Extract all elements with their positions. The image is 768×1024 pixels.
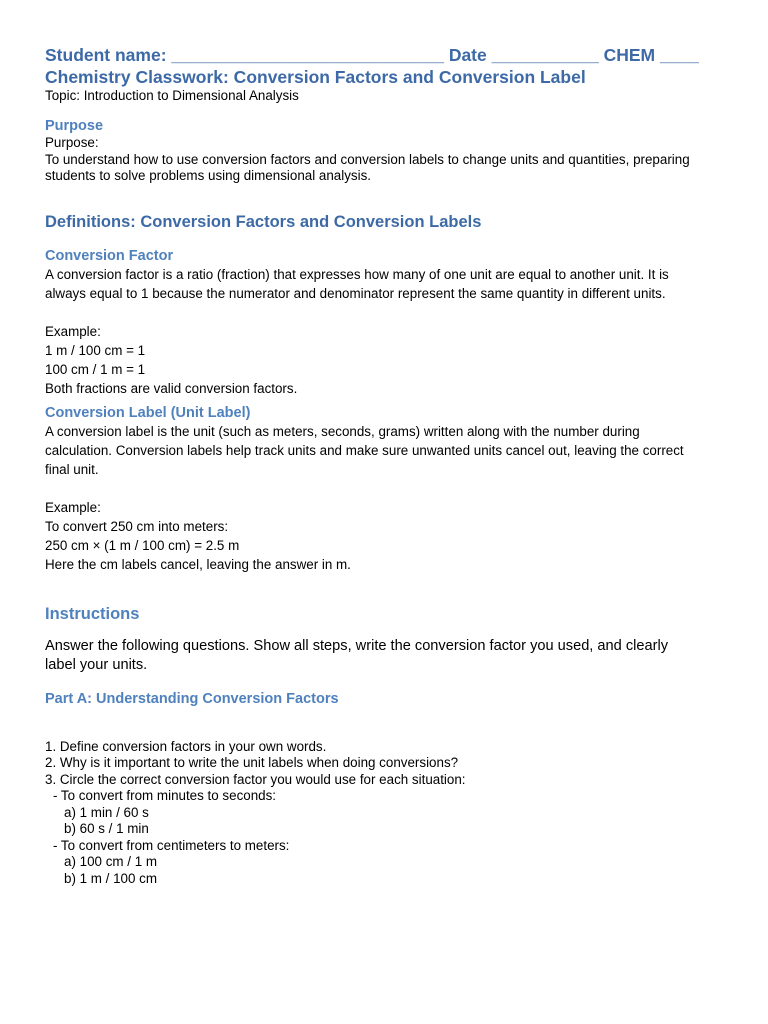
factor-text-line-2: always equal to 1 because the numerator and denominator represent the same quantity in different units.: [45, 285, 666, 301]
chem-blank: ____: [659, 45, 699, 65]
instructions-line-1: Answer the following questions. Show all steps, write the conversion factor you used, and clearly: [45, 637, 668, 654]
spacer: [45, 479, 735, 498]
purpose-heading: Purpose: [45, 118, 104, 134]
label-example-1: To convert 250 cm into meters:: [45, 518, 229, 534]
label-example-label: Example:: [45, 499, 101, 515]
question-3-sub-2-option-b: b) 1 m / 100 cm: [64, 870, 158, 886]
question-3-sub-1-option-a: a) 1 min / 60 s: [64, 804, 149, 820]
factor-example-1: 1 m / 100 cm = 1: [45, 342, 146, 358]
label-example-note: Here the cm labels cancel, leaving the answer in m.: [45, 556, 351, 572]
label-text-line-2: calculation. Conversion labels help track units and make sure unwanted units cancel out, leaving the correct: [45, 442, 684, 458]
factor-example-2: 100 cm / 1 m = 1: [45, 361, 146, 377]
factor-example-label: Example:: [45, 323, 101, 339]
instructions-line-2: label your units.: [45, 657, 148, 673]
purpose-label: Purpose:: [45, 135, 99, 150]
topic-line: Topic: Introduction to Dimensional Analysis: [45, 88, 299, 103]
label-example-2: 250 cm × (1 m / 100 cm) = 2.5 m: [45, 537, 240, 553]
part-a-questions: [45, 739, 735, 888]
conversion-label-heading: Conversion Label (Unit Label): [45, 404, 251, 421]
date-label: Date: [448, 45, 487, 65]
document-page: [45, 44, 735, 887]
instructions-heading: Instructions: [45, 604, 140, 623]
student-info-line: [45, 44, 735, 66]
date-blank: ___________: [491, 45, 599, 65]
label-text-line-1: A conversion label is the unit (such as meters, seconds, grams) written along with the number during: [45, 423, 640, 439]
question-3-sub-2: - To convert from centimeters to meters:: [53, 837, 290, 853]
definitions-heading: Definitions: Conversion Factors and Conversion Labels: [45, 212, 482, 231]
question-1: 1. Define conversion factors in your own words.: [45, 738, 327, 754]
purpose-text-line-1: To understand how to use conversion factors and conversion labels to change units and quantities, preparing: [45, 151, 690, 167]
question-3-sub-1: - To convert from minutes to seconds:: [53, 788, 277, 803]
question-3: 3. Circle the correct conversion factor you would use for each situation:: [45, 771, 466, 787]
factor-example-note: Both fractions are valid conversion factors.: [45, 380, 298, 396]
spacer: [45, 303, 735, 322]
question-2: 2. Why is it important to write the unit labels when doing conversions?: [45, 755, 459, 770]
chem-label: CHEM: [603, 45, 656, 65]
conversion-factor-heading: Conversion Factor: [45, 247, 174, 264]
question-3-sub-1-option-b: b) 60 s / 1 min: [64, 821, 149, 836]
factor-text-line-1: A conversion factor is a ratio (fraction) that expresses how many of one unit are equal to another unit. It is: [45, 266, 669, 282]
label-text-line-3: final unit.: [45, 461, 99, 477]
student-name-label: Student name:: [45, 45, 167, 65]
question-3-sub-2-option-a: a) 100 cm / 1 m: [64, 854, 158, 869]
student-name-blank: ____________________________: [171, 45, 444, 65]
document-title: Chemistry Classwork: Conversion Factors and Conversion Label: [45, 67, 586, 87]
part-a-heading: Part A: Understanding Conversion Factors: [45, 690, 339, 707]
purpose-text-line-2: students to solve problems using dimensional analysis.: [45, 168, 372, 183]
